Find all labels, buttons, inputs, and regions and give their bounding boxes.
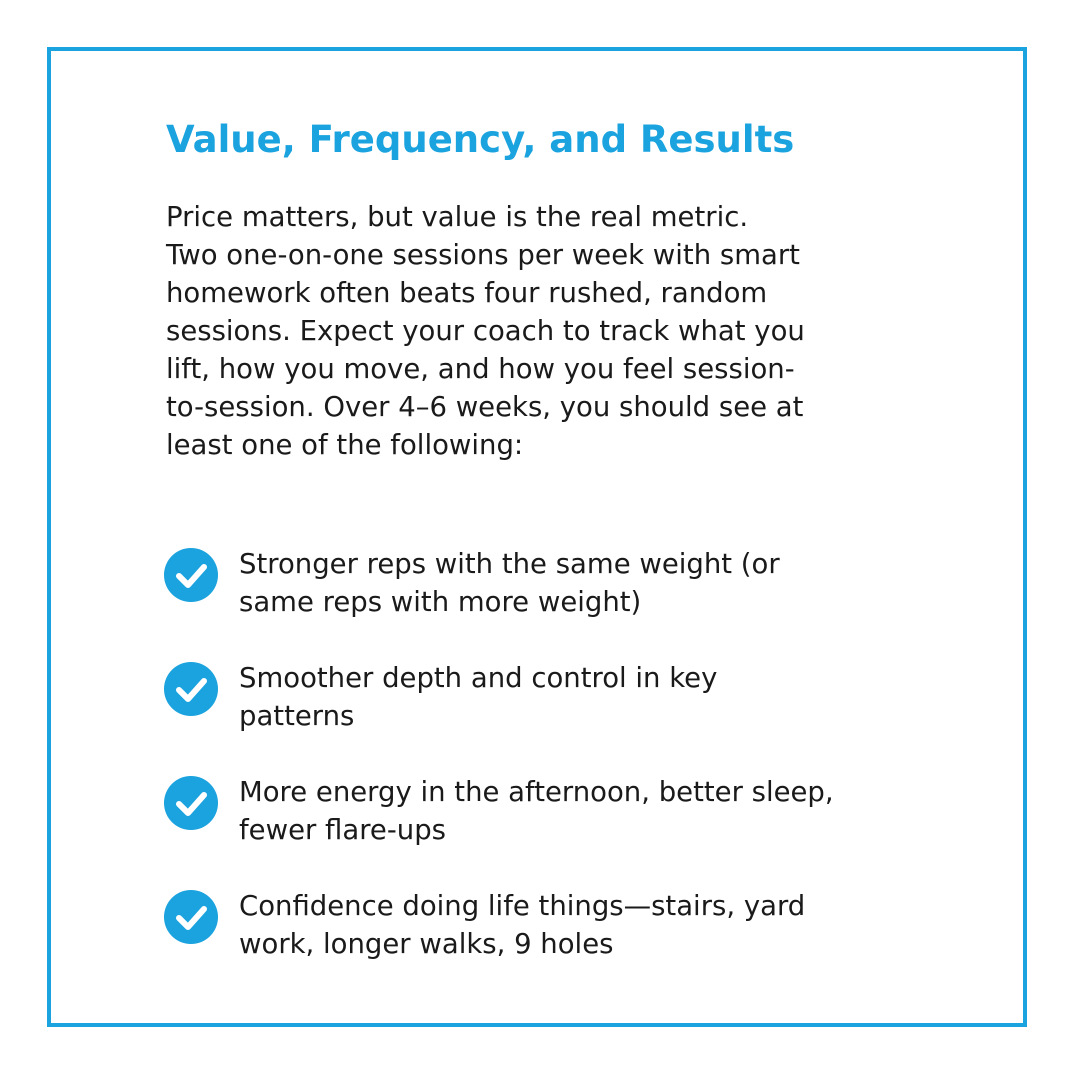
intro-line: to-session. Over 4–6 weeks, you should see at — [166, 391, 804, 423]
list-item-text — [239, 887, 805, 963]
list-item-line: Confidence doing life things—stairs, yard — [239, 890, 806, 922]
list-item — [164, 545, 964, 659]
results-checklist — [164, 545, 964, 1001]
page-title: Value, Frequency, and Results — [166, 118, 795, 161]
check-circle-icon — [164, 548, 218, 602]
intro-line: least one of the following: — [166, 429, 524, 461]
list-item — [164, 659, 964, 773]
intro-line: lift, how you move, and how you feel session- — [166, 353, 795, 385]
intro-line: Price matters, but value is the real metric. — [166, 201, 749, 233]
list-item-line: Smoother depth and control in key — [239, 662, 718, 694]
check-circle-icon — [164, 776, 218, 830]
list-item — [164, 773, 964, 887]
intro-line: Two one-on-one sessions per week with smart — [166, 239, 800, 271]
list-item-line: More energy in the afternoon, better sleep, — [239, 776, 834, 808]
list-item-line: fewer flare-ups — [239, 814, 446, 846]
list-item — [164, 887, 964, 1001]
list-item-line: work, longer walks, 9 holes — [239, 928, 614, 960]
list-item-line: same reps with more weight) — [239, 586, 642, 618]
list-item-text — [239, 773, 834, 849]
check-circle-icon — [164, 890, 218, 944]
list-item-text — [239, 659, 717, 735]
intro-line: homework often beats four rushed, random — [166, 277, 768, 309]
list-item-line: patterns — [239, 700, 355, 732]
intro-paragraph — [166, 198, 936, 464]
list-item-line: Stronger reps with the same weight (or — [239, 548, 780, 580]
check-circle-icon — [164, 662, 218, 716]
list-item-text — [239, 545, 780, 621]
intro-line: sessions. Expect your coach to track what you — [166, 315, 805, 347]
